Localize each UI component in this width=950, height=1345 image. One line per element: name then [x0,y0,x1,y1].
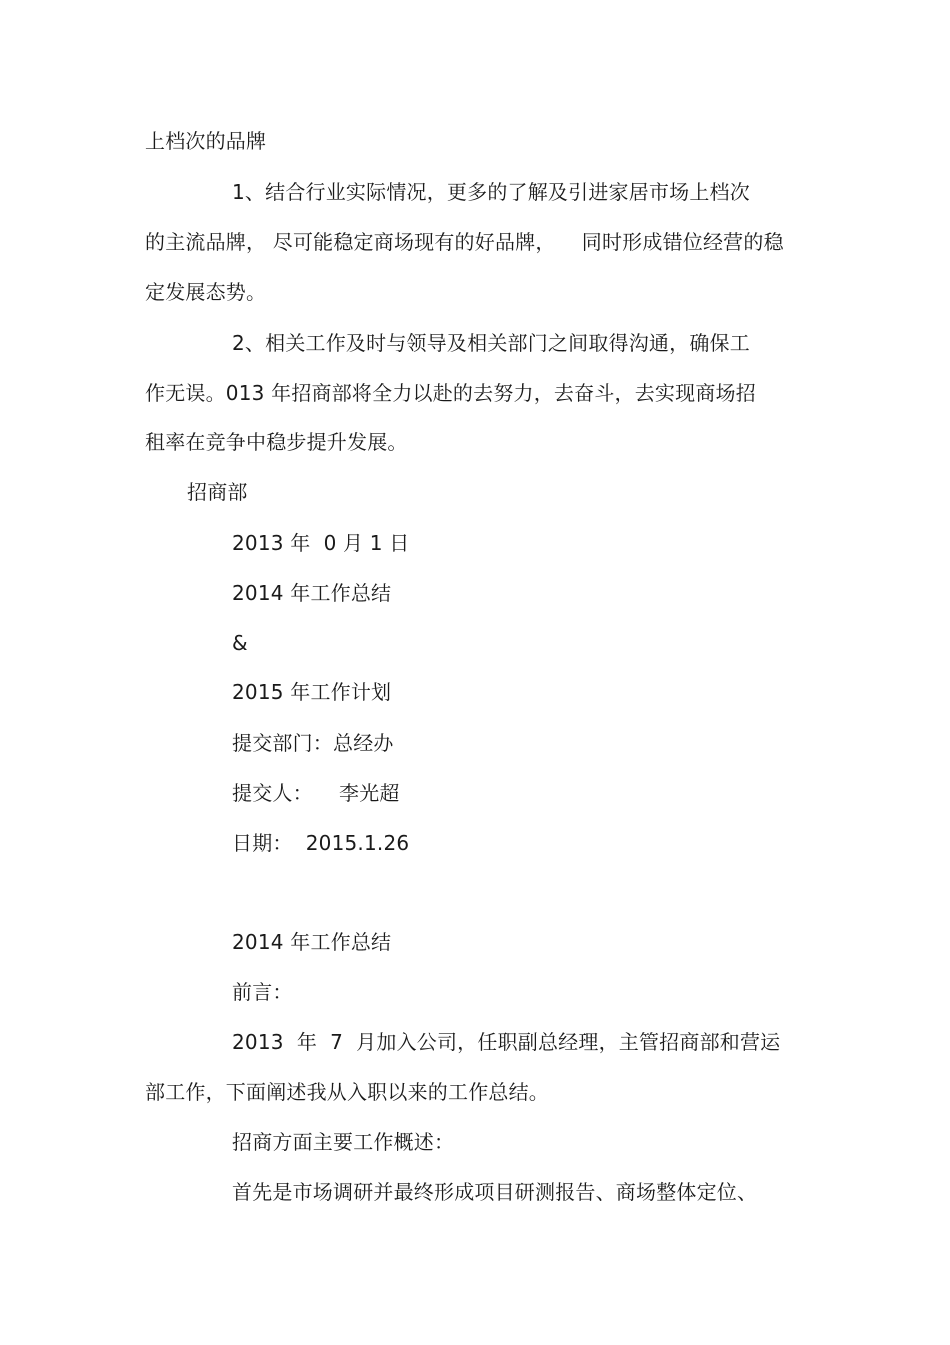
cover-title: 2014 年工作总结 [232,581,392,605]
text-line: 2013 年 7 月加入公司，任职副总经理，主管招商部和营运 [232,1030,781,1054]
submitter: 提交人： 李光超 [232,781,400,805]
cover-subtitle: 2015 年工作计划 [232,680,392,704]
section-title: 2014 年工作总结 [232,930,392,954]
text-line: 租率在竞争中稳步提升发展。 [145,430,408,454]
text-line: 的主流品牌， 尽可能稳定商场现有的好品牌， 同时形成错位经营的稳 [145,230,784,254]
cover-ampersand: & [232,631,248,655]
text-line: 1、结合行业实际情况，更多的了解及引进家居市场上档次 [232,180,750,204]
preface-heading: 前言： [232,980,293,1004]
date-line: 2013 年 0 月 1 日 [232,531,410,555]
text-line: 作无误。013 年招商部将全力以赴的去努力，去奋斗，去实现商场招 [145,381,756,405]
subsection-heading: 招商方面主要工作概述： [232,1130,455,1154]
department-name: 招商部 [187,480,248,504]
text-line: 2、相关工作及时与领导及相关部门之间取得沟通，确保工 [232,331,750,355]
text-line: 上档次的品牌 [145,129,267,153]
submitting-department: 提交部门：总经办 [232,731,394,755]
text-line: 部工作，下面阐述我从入职以来的工作总结。 [145,1080,549,1104]
text-line: 定发展态势。 [145,280,267,304]
text-line: 首先是市场调研并最终形成项目研测报告、商场整体定位、 [232,1180,758,1204]
submission-date: 日期： 2015.1.26 [232,831,410,855]
